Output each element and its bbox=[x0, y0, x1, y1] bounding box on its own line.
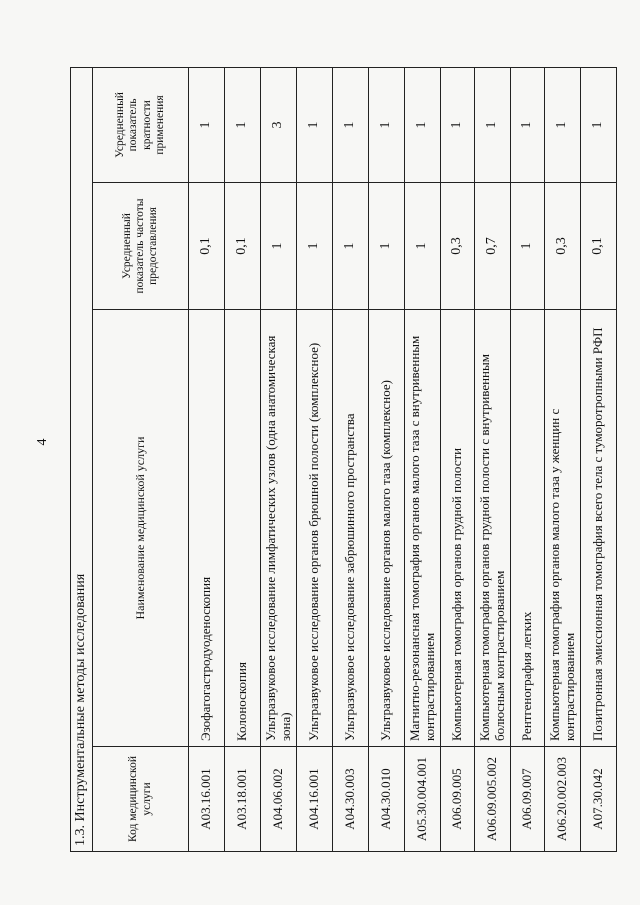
service-name: Ультразвуковое исследование органов брюшной полости (комплексное) bbox=[297, 310, 333, 747]
service-code: A06.09.007 bbox=[511, 747, 545, 852]
service-name: Рентгенография легких bbox=[511, 310, 545, 747]
multiplicity-value: 1 bbox=[405, 67, 441, 182]
multiplicity-value: 1 bbox=[581, 67, 617, 182]
section-row bbox=[71, 67, 93, 851]
service-code: A06.09.005 bbox=[441, 747, 475, 852]
table-row bbox=[581, 67, 617, 851]
frequency-value: 0,3 bbox=[441, 183, 475, 310]
multiplicity-value: 1 bbox=[189, 67, 225, 182]
frequency-value: 1 bbox=[261, 183, 297, 310]
services-table bbox=[70, 67, 617, 852]
table-row bbox=[511, 67, 545, 851]
table-row bbox=[475, 67, 511, 851]
services-table-rotated bbox=[70, 68, 606, 852]
table-row bbox=[333, 67, 369, 851]
multiplicity-value: 1 bbox=[545, 67, 581, 182]
header-row bbox=[93, 67, 189, 851]
service-code: A07.30.042 bbox=[581, 747, 617, 852]
service-code: A03.18.001 bbox=[225, 747, 261, 852]
multiplicity-value: 1 bbox=[511, 67, 545, 182]
page-number: 4 bbox=[35, 438, 50, 446]
service-code: A04.16.001 bbox=[297, 747, 333, 852]
service-name: Колоноскопия bbox=[225, 310, 261, 747]
frequency-value: 0,1 bbox=[581, 183, 617, 310]
service-code: A03.16.001 bbox=[189, 747, 225, 852]
service-name: Эзофагогастродуоденоскопия bbox=[189, 310, 225, 747]
table-row bbox=[545, 67, 581, 851]
service-name: Магнитно-резонансная томография органов малого таза с внутривенным контрастированием bbox=[405, 310, 441, 747]
multiplicity-value: 3 bbox=[261, 67, 297, 182]
table-row bbox=[297, 67, 333, 851]
frequency-value: 0,7 bbox=[475, 183, 511, 310]
header-freq: Усредненный показатель частоты предоставления bbox=[93, 183, 189, 310]
frequency-value: 1 bbox=[297, 183, 333, 310]
service-name: Ультразвуковое исследование органов малого таза (комплексное) bbox=[369, 310, 405, 747]
service-code: A05.30.004.001 bbox=[405, 747, 441, 852]
header-name: Наименование медицинской услуги bbox=[93, 310, 189, 747]
frequency-value: 1 bbox=[511, 183, 545, 310]
frequency-value: 1 bbox=[405, 183, 441, 310]
service-name: Компьютерная томография органов малого таза у женщин с контрастированием bbox=[545, 310, 581, 747]
service-name: Компьютерная томография органов грудной полости bbox=[441, 310, 475, 747]
service-code: A04.06.002 bbox=[261, 747, 297, 852]
frequency-value: 0,1 bbox=[225, 183, 261, 310]
service-code: A04.30.003 bbox=[333, 747, 369, 852]
multiplicity-value: 1 bbox=[333, 67, 369, 182]
frequency-value: 0,3 bbox=[545, 183, 581, 310]
multiplicity-value: 1 bbox=[475, 67, 511, 182]
section-title: 1.3. Инструментальные методы исследования bbox=[71, 67, 93, 851]
service-code: A04.30.010 bbox=[369, 747, 405, 852]
frequency-value: 0,1 bbox=[189, 183, 225, 310]
table-row bbox=[261, 67, 297, 851]
service-name: Позитронная эмиссионная томография всего тела с туморотропными РФП bbox=[581, 310, 617, 747]
multiplicity-value: 1 bbox=[297, 67, 333, 182]
table-row bbox=[189, 67, 225, 851]
multiplicity-value: 1 bbox=[441, 67, 475, 182]
header-mult: Усредненный показатель кратности применения bbox=[93, 67, 189, 182]
service-code: A06.09.005.002 bbox=[475, 747, 511, 852]
service-name: Ультразвуковое исследование лимфатических узлов (одна анатомическая зона) bbox=[261, 310, 297, 747]
service-name: Компьютерная томография органов грудной полости с внутривенным болюсным контрастированием bbox=[475, 310, 511, 747]
multiplicity-value: 1 bbox=[369, 67, 405, 182]
frequency-value: 1 bbox=[369, 183, 405, 310]
table-row bbox=[225, 67, 261, 851]
table-row bbox=[405, 67, 441, 851]
table-row bbox=[369, 67, 405, 851]
table-row bbox=[441, 67, 475, 851]
frequency-value: 1 bbox=[333, 183, 369, 310]
header-code: Код медицинской услуги bbox=[93, 747, 189, 852]
multiplicity-value: 1 bbox=[225, 67, 261, 182]
service-code: A06.20.002.003 bbox=[545, 747, 581, 852]
service-name: Ультразвуковое исследование забрюшинного пространства bbox=[333, 310, 369, 747]
